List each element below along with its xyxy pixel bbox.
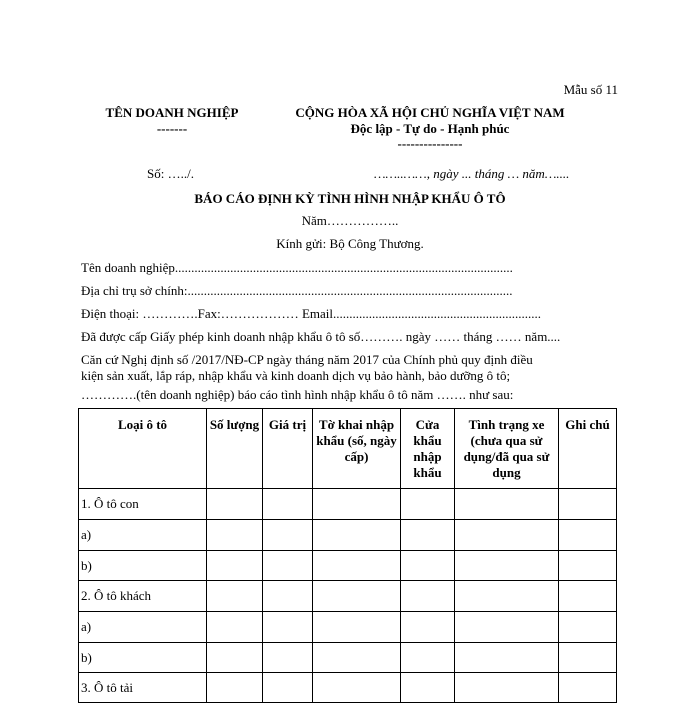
- basis-line-2: kiện sản xuất, lắp ráp, nhập khẩu và kinh doanh dịch vụ bảo hành, bảo dưỡng ô tô;: [81, 368, 511, 383]
- license-field: Đã được cấp Giấy phép kinh doanh nhập khẩu ô tô số………. ngày …… tháng …… năm....: [81, 329, 561, 344]
- header-import-port: Cửa khẩu nhập khẩu: [401, 409, 455, 489]
- enterprise-name-field: Tên doanh nghiệp........................................................................................................: [81, 260, 513, 275]
- import-report-table: [78, 408, 617, 703]
- table-row: [79, 643, 617, 673]
- row-label: b): [79, 643, 207, 673]
- row-label: 1. Ô tô con: [79, 489, 207, 520]
- row-label: a): [79, 520, 207, 551]
- row-label: 2. Ô tô khách: [79, 581, 207, 612]
- basis-line-3: ………….(tên doanh nghiệp) báo cáo tình hình nhập khẩu ô tô năm ……. như sau:: [81, 387, 514, 402]
- header-customs-declaration: Tờ khai nhập khẩu (số, ngày cấp): [313, 409, 401, 489]
- contact-field: Điện thoại: ………….Fax:……………… Email................................................................: [81, 306, 542, 321]
- table-row: [79, 489, 617, 520]
- basis-line-1: Căn cứ Nghị định số /2017/NĐ-CP ngày tháng năm 2017 của Chính phủ quy định điều: [81, 352, 533, 367]
- table-row: [79, 520, 617, 551]
- header-quantity: Số lượng: [207, 409, 263, 489]
- header-vehicle-condition: Tình trạng xe (chưa qua sử dụng/đã qua sử dụng: [455, 409, 559, 489]
- table-row: [79, 612, 617, 643]
- row-label: b): [79, 551, 207, 581]
- row-label: 3. Ô tô tải: [79, 673, 207, 703]
- national-motto: Độc lập - Tự do - Hạnh phúc: [350, 121, 510, 136]
- head-office-field: Địa chỉ trụ sở chính:....................................................................................................: [81, 283, 513, 298]
- date-line: ……..……, ngày ... tháng … năm…....: [374, 166, 570, 181]
- header-note: Ghi chú: [559, 409, 617, 489]
- form-number: Mẫu số 11: [563, 82, 618, 97]
- enterprise-name-header: TÊN DOANH NGHIỆP: [105, 105, 239, 120]
- row-label: a): [79, 612, 207, 643]
- header-car-type: Loại ô tô: [79, 409, 207, 489]
- header-value: Giá trị: [263, 409, 313, 489]
- motto-underline: ---------------: [397, 136, 463, 151]
- document-number: Số: …../.: [147, 166, 194, 181]
- table-row: [79, 581, 617, 612]
- table-header-row: [79, 409, 617, 489]
- table-row: [79, 551, 617, 581]
- report-year: Năm……………..: [301, 213, 399, 228]
- national-title: CỘNG HÒA XÃ HỘI CHỦ NGHĨA VIỆT NAM: [295, 105, 565, 120]
- report-title: BÁO CÁO ĐỊNH KỲ TÌNH HÌNH NHẬP KHẨU Ô TÔ: [194, 191, 506, 206]
- enterprise-header-underline: -------: [156, 121, 188, 136]
- recipient: Kính gửi: Bộ Công Thương.: [276, 236, 424, 251]
- table-row: [79, 673, 617, 703]
